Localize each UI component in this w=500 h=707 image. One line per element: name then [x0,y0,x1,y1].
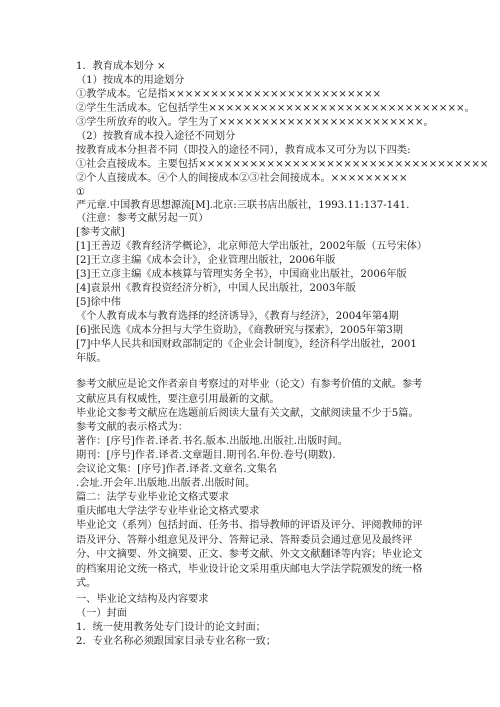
footnote-marker: ① [76,187,86,198]
references-heading: [参考文献] [76,227,125,238]
format-book: 著作：[序号]作者.译者.书名.版本.出版地.出版社.出版时间。 [76,436,348,447]
format-journal: 期刊：[序号]作者.译者.文章题目.期刊名.年份.卷号(期数). [76,450,336,461]
reference-item-3: [3]王立彦主编《成本核算与管理实务全书》，中国商业出版社，2006年版 [76,269,407,280]
text-four-categories: 按教育成本分担者不同（即投入的途径不同），教育成本又可分为以下四类: [76,145,411,156]
rule-cover-1: 1．统一使用教务处专门设计的论文封面； [76,622,266,633]
reference-item-5-title: 《个人教育成本与教育选择的经济诱导》，《教育与经济》，2004年第4期 [76,311,399,322]
heading-cover: （一）封面 [76,608,127,619]
format-conference: 会议论文集：[序号]作者.译者.文章名.文集名 [76,464,278,475]
subheading-by-purpose: （1）按成本的用途划分 [76,75,185,86]
note-new-page: （注意：参考文献另起一页） [76,213,209,224]
paragraph-reading-amount: 毕业论文参考文献应在选题前后阅读大量有关文献，文献阅读量不少于5篇。 [76,408,419,419]
format-conference-cont: .会址.开会年.出版地.出版者.出版时间。 [76,478,256,489]
item-teaching-cost: ①教学成本。它是指××××××××××××××××××××××××× [76,89,382,100]
item-living-cost: ②学生生活成本。它包括学生××××××××××××××××××××××××××××××。 [76,103,475,114]
item-forgone-income: ③学生所放弃的收入。学生为了××××××××××××××××××××××××。 [76,117,434,128]
heading-structure-requirements: 一、毕业论文结构及内容要求 [76,594,209,605]
article-two-title: 篇二：法学专业毕业论文格式要求 [76,492,229,503]
text-format-heading: 参考文献的表示格式为： [76,422,189,433]
reference-item-4: [4]袁景州《教育投资经济分析》，中国人民出版社，2003年版 [76,283,356,294]
heading-cost-division: 1．教育成本划分 × [76,61,166,72]
item-personal-costs: ②个人直接成本。④个人的间接成本②③社会间接成本。××××××××× [76,173,408,184]
rule-cover-2: 2．专业名称必须跟国家目录专业名称一致； [76,636,277,647]
reference-item-1: [1]王善迈《教育经济学概论》，北京师范大学出版社，2002年版（五号宋体） [76,241,428,252]
reference-item-7: [7]中华人民共和国财政部制定的《企业会计制度》，经济科学出版社，2001年版。 [76,339,417,364]
reference-item-2: [2]王立彦主编《成本会计》，企业管理出版社，2006年版 [76,255,336,266]
reference-item-5: [5]徐中伟 [76,297,121,308]
footnote-citation: 严元章.中国教育思想源流[M].北京:三联书店出版社，1993.11:137-141. [76,200,410,211]
paragraph-reference-requirements: 参考文献应是论文作者亲自考察过的对毕业（论文）有参考价值的文献。参考文献应具有权威性，要注意引用最新的文献。 [76,379,423,405]
paragraph-thesis-contents: 毕业论文（系列）包括封面、任务书、指导教师的评语及评分、评阅教师的评语及评分、答辩小组意见及评分、答辩记录、答辩委员会通过意见及最终评分、中文摘要、外文摘要、正文、参考文献、外文文献翻译等内容；毕业论文的档案用论文统一格式，毕业设计论文采用重庆邮电大学法学院颁发的统一格式。 [76,520,423,589]
item-social-direct-cost: ①社会直接成本。主要包括×××××××××××××××××××××××××××××××××× [76,159,489,170]
article-two-subtitle: 重庆邮电大学法学专业毕业论文格式要求 [76,506,260,517]
reference-item-6: [6]张民选《成本分担与大学生资助》，《商教研究与探索》，2005年第3期 [76,325,403,336]
subheading-by-channel: （2）按教育成本投入途径不同划分 [76,131,236,142]
